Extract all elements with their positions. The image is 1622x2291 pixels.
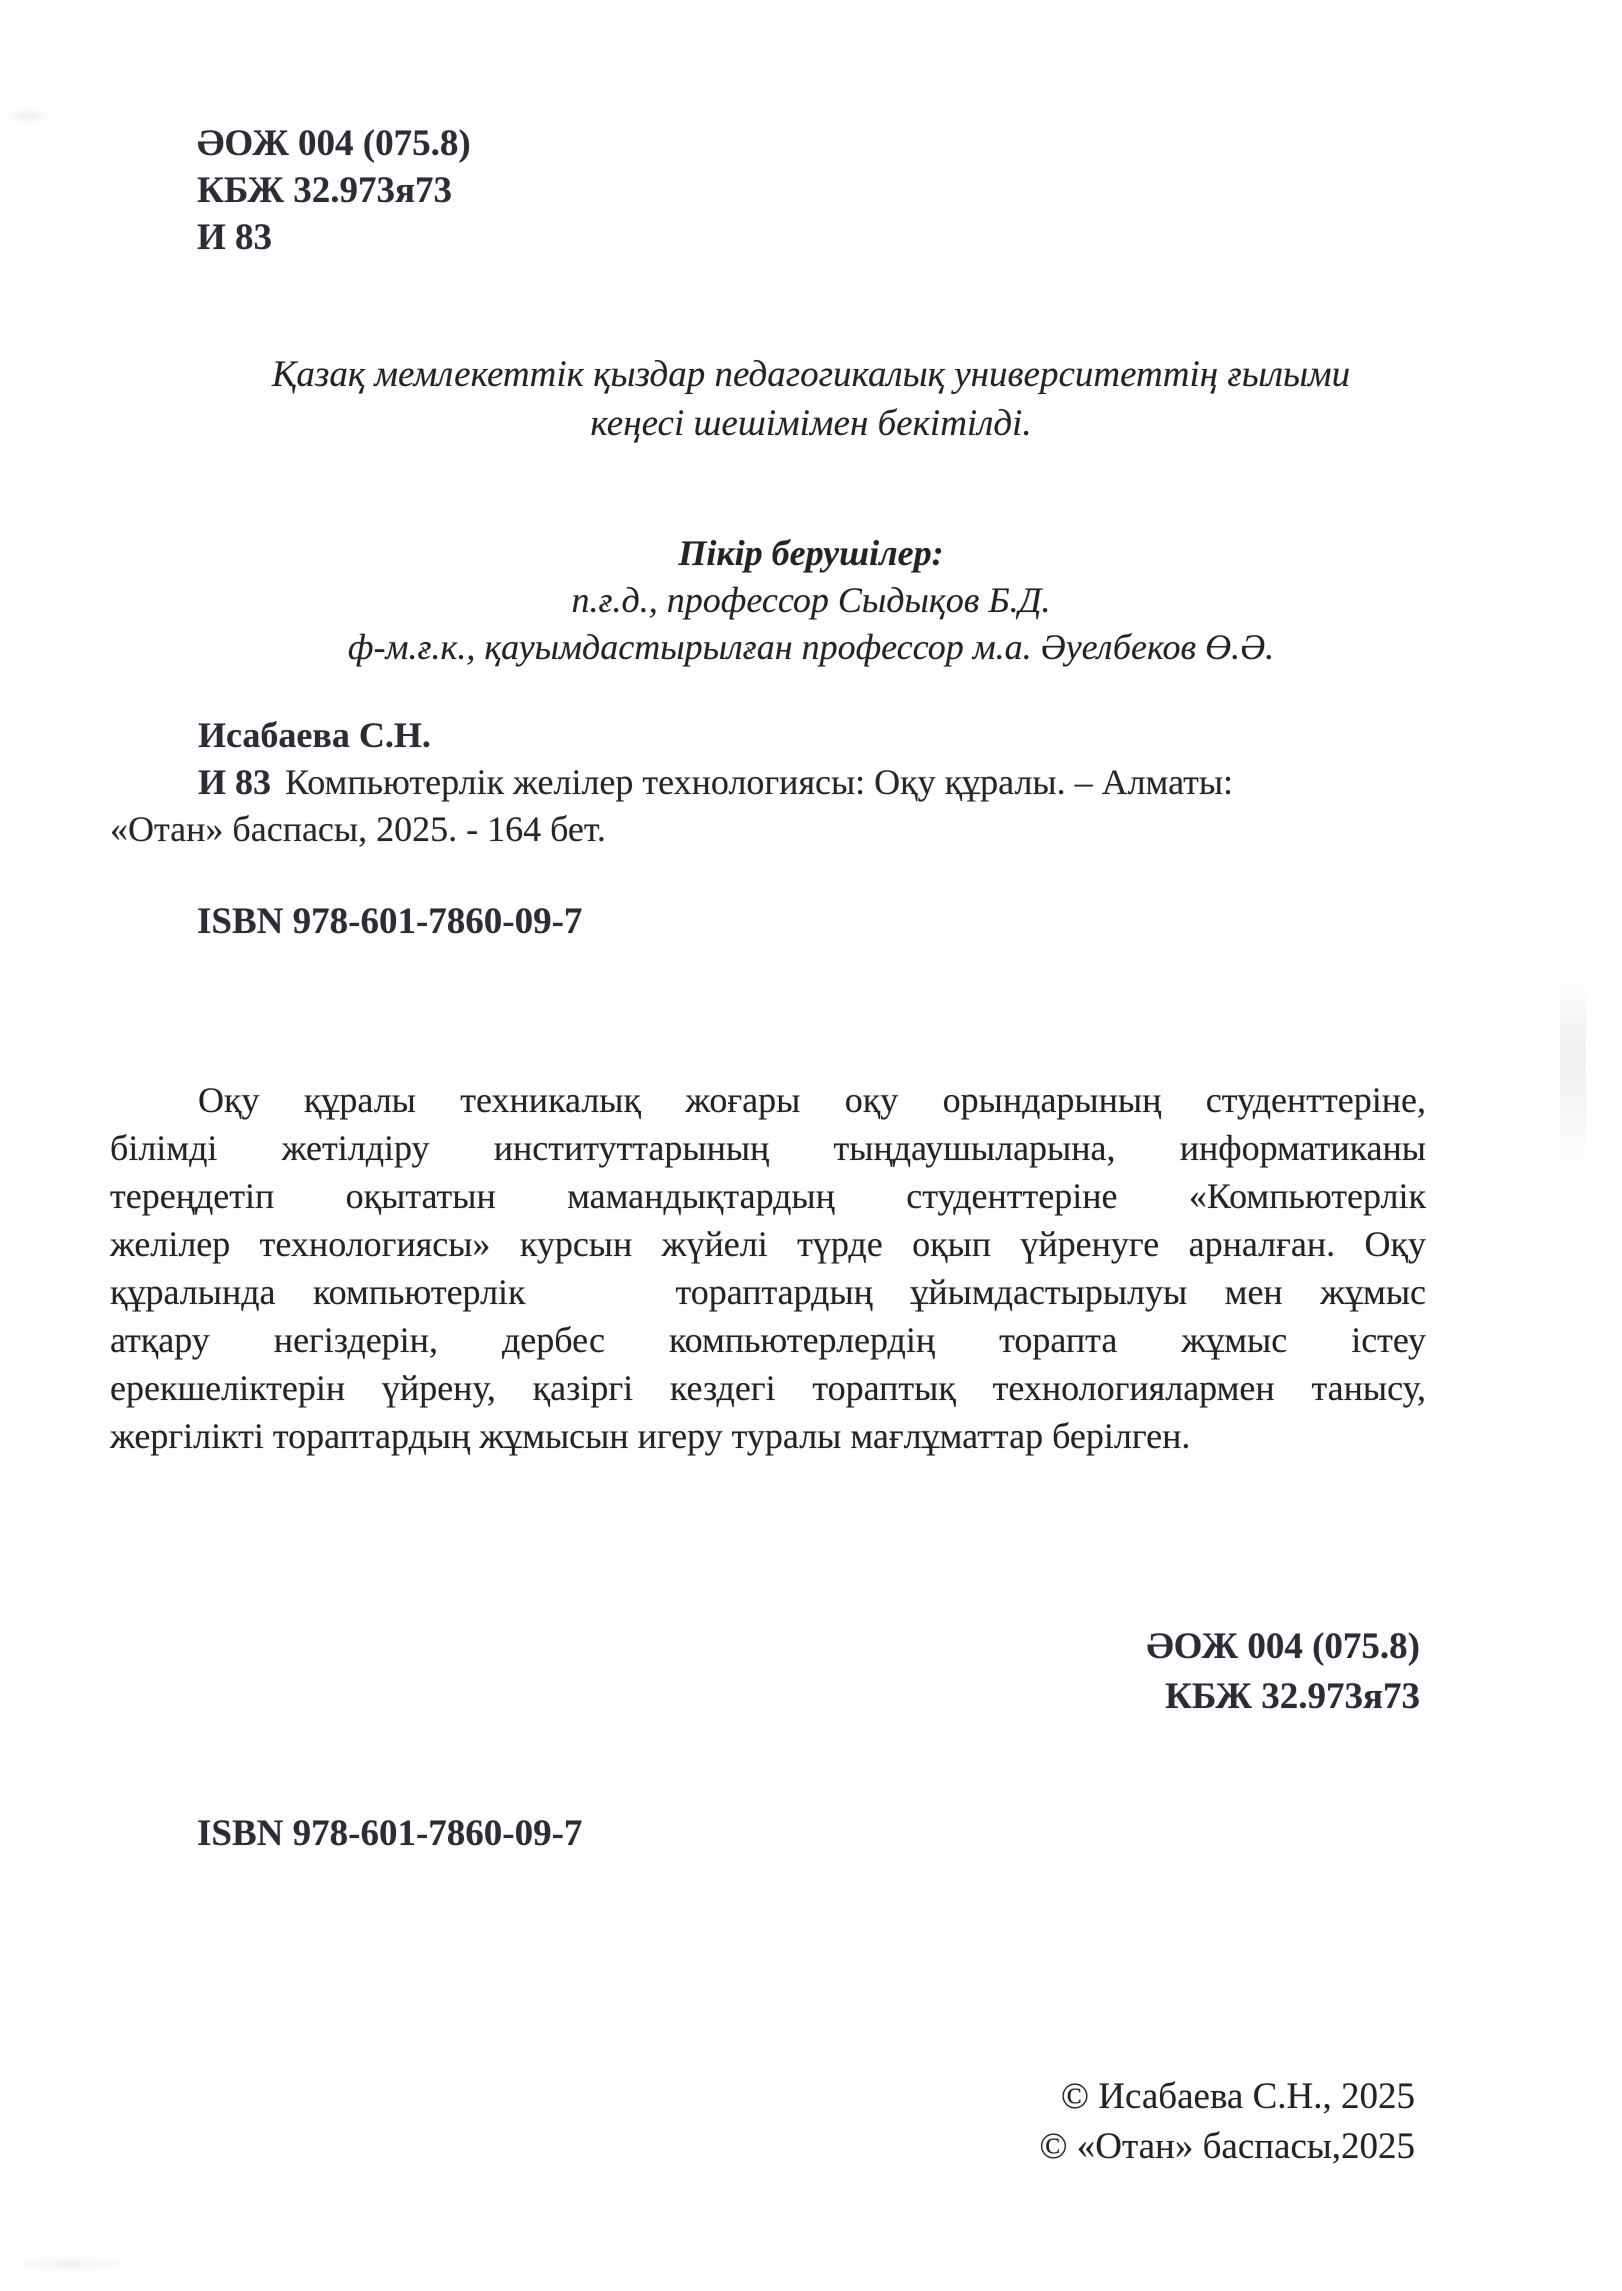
copyright-author: © Исабаева С.Н., 2025	[1060, 2076, 1415, 2117]
approval-line: Қазақ мемлекеттік қыздар педагогикалық университеттің ғылыми	[271, 354, 1351, 395]
annotation-line: Оқу құралы техникалық жоғары оқу орындарының студенттеріне,	[198, 1080, 1426, 1120]
copyright-block	[1039, 2072, 1415, 2172]
approval-statement	[96, 350, 1526, 448]
approval-line: кеңесі шешімімен бекітілді.	[590, 403, 1032, 444]
classification-codes-bottom	[1146, 1622, 1420, 1722]
annotation-line: білімді жетілдіру институттарының тыңдаушыларына, информатиканы	[110, 1128, 1426, 1168]
scan-artifact	[4, 108, 52, 124]
lbc-code: КБЖ 32.973я73	[1165, 1676, 1420, 1717]
scan-artifact	[10, 2255, 130, 2273]
author-sign-code: И 83	[197, 217, 273, 258]
udc-code: ӘОЖ 004 (075.8)	[197, 123, 471, 164]
lbc-code: КБЖ 32.973я73	[197, 170, 452, 211]
classification-codes-top	[197, 120, 471, 261]
annotation-line: құралында компьютерлік тораптардың ұйымдастырылуы мен жұмыс	[110, 1272, 1426, 1312]
isbn-upper: ISBN 978-601-7860-09-7	[197, 901, 583, 942]
annotation-line: ерекшеліктерін үйрену, қазіргі кездегі тораптық технологиялармен танысу,	[110, 1368, 1426, 1408]
bibliographic-entry	[110, 712, 1430, 853]
annotation-line: атқару негіздерін, дербес компьютерлердің торапта жұмыс істеу	[110, 1320, 1426, 1360]
reviewers-heading: Пікір берушілер:	[678, 533, 944, 573]
author-sign-code: И 83	[198, 762, 272, 802]
annotation-line: жергілікті тораптардың жұмысын игеру туралы мағлұматтар берілген.	[110, 1416, 1191, 1456]
catalog-entry-continuation: «Отан» баспасы, 2025. - 164 бет.	[110, 809, 606, 849]
annotation-paragraph	[110, 1076, 1426, 1460]
copyright-publisher: © «Отан» баспасы,2025	[1039, 2126, 1415, 2167]
author-name: Исабаева С.Н.	[198, 715, 431, 755]
annotation-line: желілер технологиясы» курсын жүйелі түрде оқып үйренуге арналған. Оқу	[110, 1224, 1426, 1264]
annotation-line: тереңдетіп оқытатын мамандықтардың студенттеріне «Компьютерлік	[110, 1176, 1426, 1216]
reviewer-line: ф-м.ғ.к., қауымдастырылған профессор м.а. Әуелбеков Ө.Ә.	[347, 627, 1275, 667]
isbn-lower: ISBN 978-601-7860-09-7	[197, 1813, 583, 1854]
reviewers-section	[96, 530, 1526, 671]
catalog-entry-line	[110, 759, 1430, 806]
reviewer-line: п.ғ.д., профессор Сыдықов Б.Д.	[571, 580, 1051, 620]
scan-artifact	[1560, 980, 1586, 1170]
catalog-entry-text: Компьютерлік желілер технологиясы: Оқу құралы. – Алматы:	[285, 762, 1234, 802]
udc-code: ӘОЖ 004 (075.8)	[1146, 1626, 1420, 1667]
